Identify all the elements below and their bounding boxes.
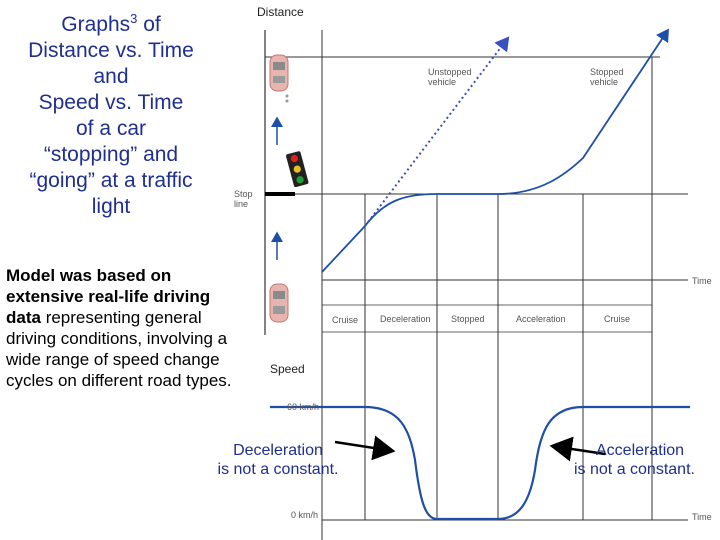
accel-annotation-line-1: Acceleration	[596, 442, 685, 459]
phase-label-deceleration: Deceleration	[380, 314, 431, 324]
title-line-2: Distance vs. Time	[28, 39, 194, 62]
stopped-label-2: vehicle	[590, 77, 619, 87]
traffic-light-icon	[286, 151, 309, 188]
description-bold: Model was based on extensive real-life driving data	[6, 266, 211, 327]
speed-time-label: Time	[692, 512, 712, 522]
unstopped-label-1: Unstopped	[428, 67, 472, 77]
car-bottom-icon	[270, 284, 288, 322]
speed-tick-60: 60 km/h	[287, 402, 320, 412]
phase-label-cruise-1: Cruise	[332, 315, 359, 325]
title-line-6: “stopping” and	[43, 143, 179, 166]
distance-time-label: Time	[692, 276, 712, 286]
accel-annotation-line-2: is not a constant.	[574, 461, 695, 478]
stopped-label-1: Stopped	[590, 67, 624, 77]
title-line-4: Speed vs. Time	[38, 91, 184, 114]
stop-line-label-1: Stop	[234, 189, 253, 199]
title-line-5: of a car	[75, 117, 147, 140]
decel-annotation	[198, 441, 358, 479]
phase-label-acceleration: Acceleration	[516, 314, 566, 324]
distance-axis-label: Distance	[257, 5, 304, 19]
accel-annotation	[570, 441, 720, 479]
unstopped-label-2: vehicle	[428, 77, 457, 87]
title-line-8: light	[91, 195, 131, 218]
speed-tick-0: 0 km/h	[291, 510, 319, 520]
decel-annotation-line-1: Deceleration	[233, 442, 323, 459]
title-line-1b: of	[137, 13, 161, 36]
title-line-1a: Graphs	[61, 13, 131, 36]
title-line-1-sup: 3	[130, 11, 138, 26]
car-top-icon	[270, 55, 289, 103]
speed-axis-label: Speed	[270, 362, 305, 376]
phase-label-stopped: Stopped	[451, 314, 485, 324]
title-line-3: and	[93, 65, 129, 88]
phase-label-cruise-2: Cruise	[604, 314, 631, 324]
stop-line-label-2: line	[234, 199, 249, 209]
title-line-7: “going” at a traffic	[29, 169, 193, 192]
description-rest: representing general driving conditions, involving a wide range of speed change cycles on different road types.	[6, 308, 232, 390]
decel-annotation-line-2: is not a constant.	[217, 461, 339, 478]
